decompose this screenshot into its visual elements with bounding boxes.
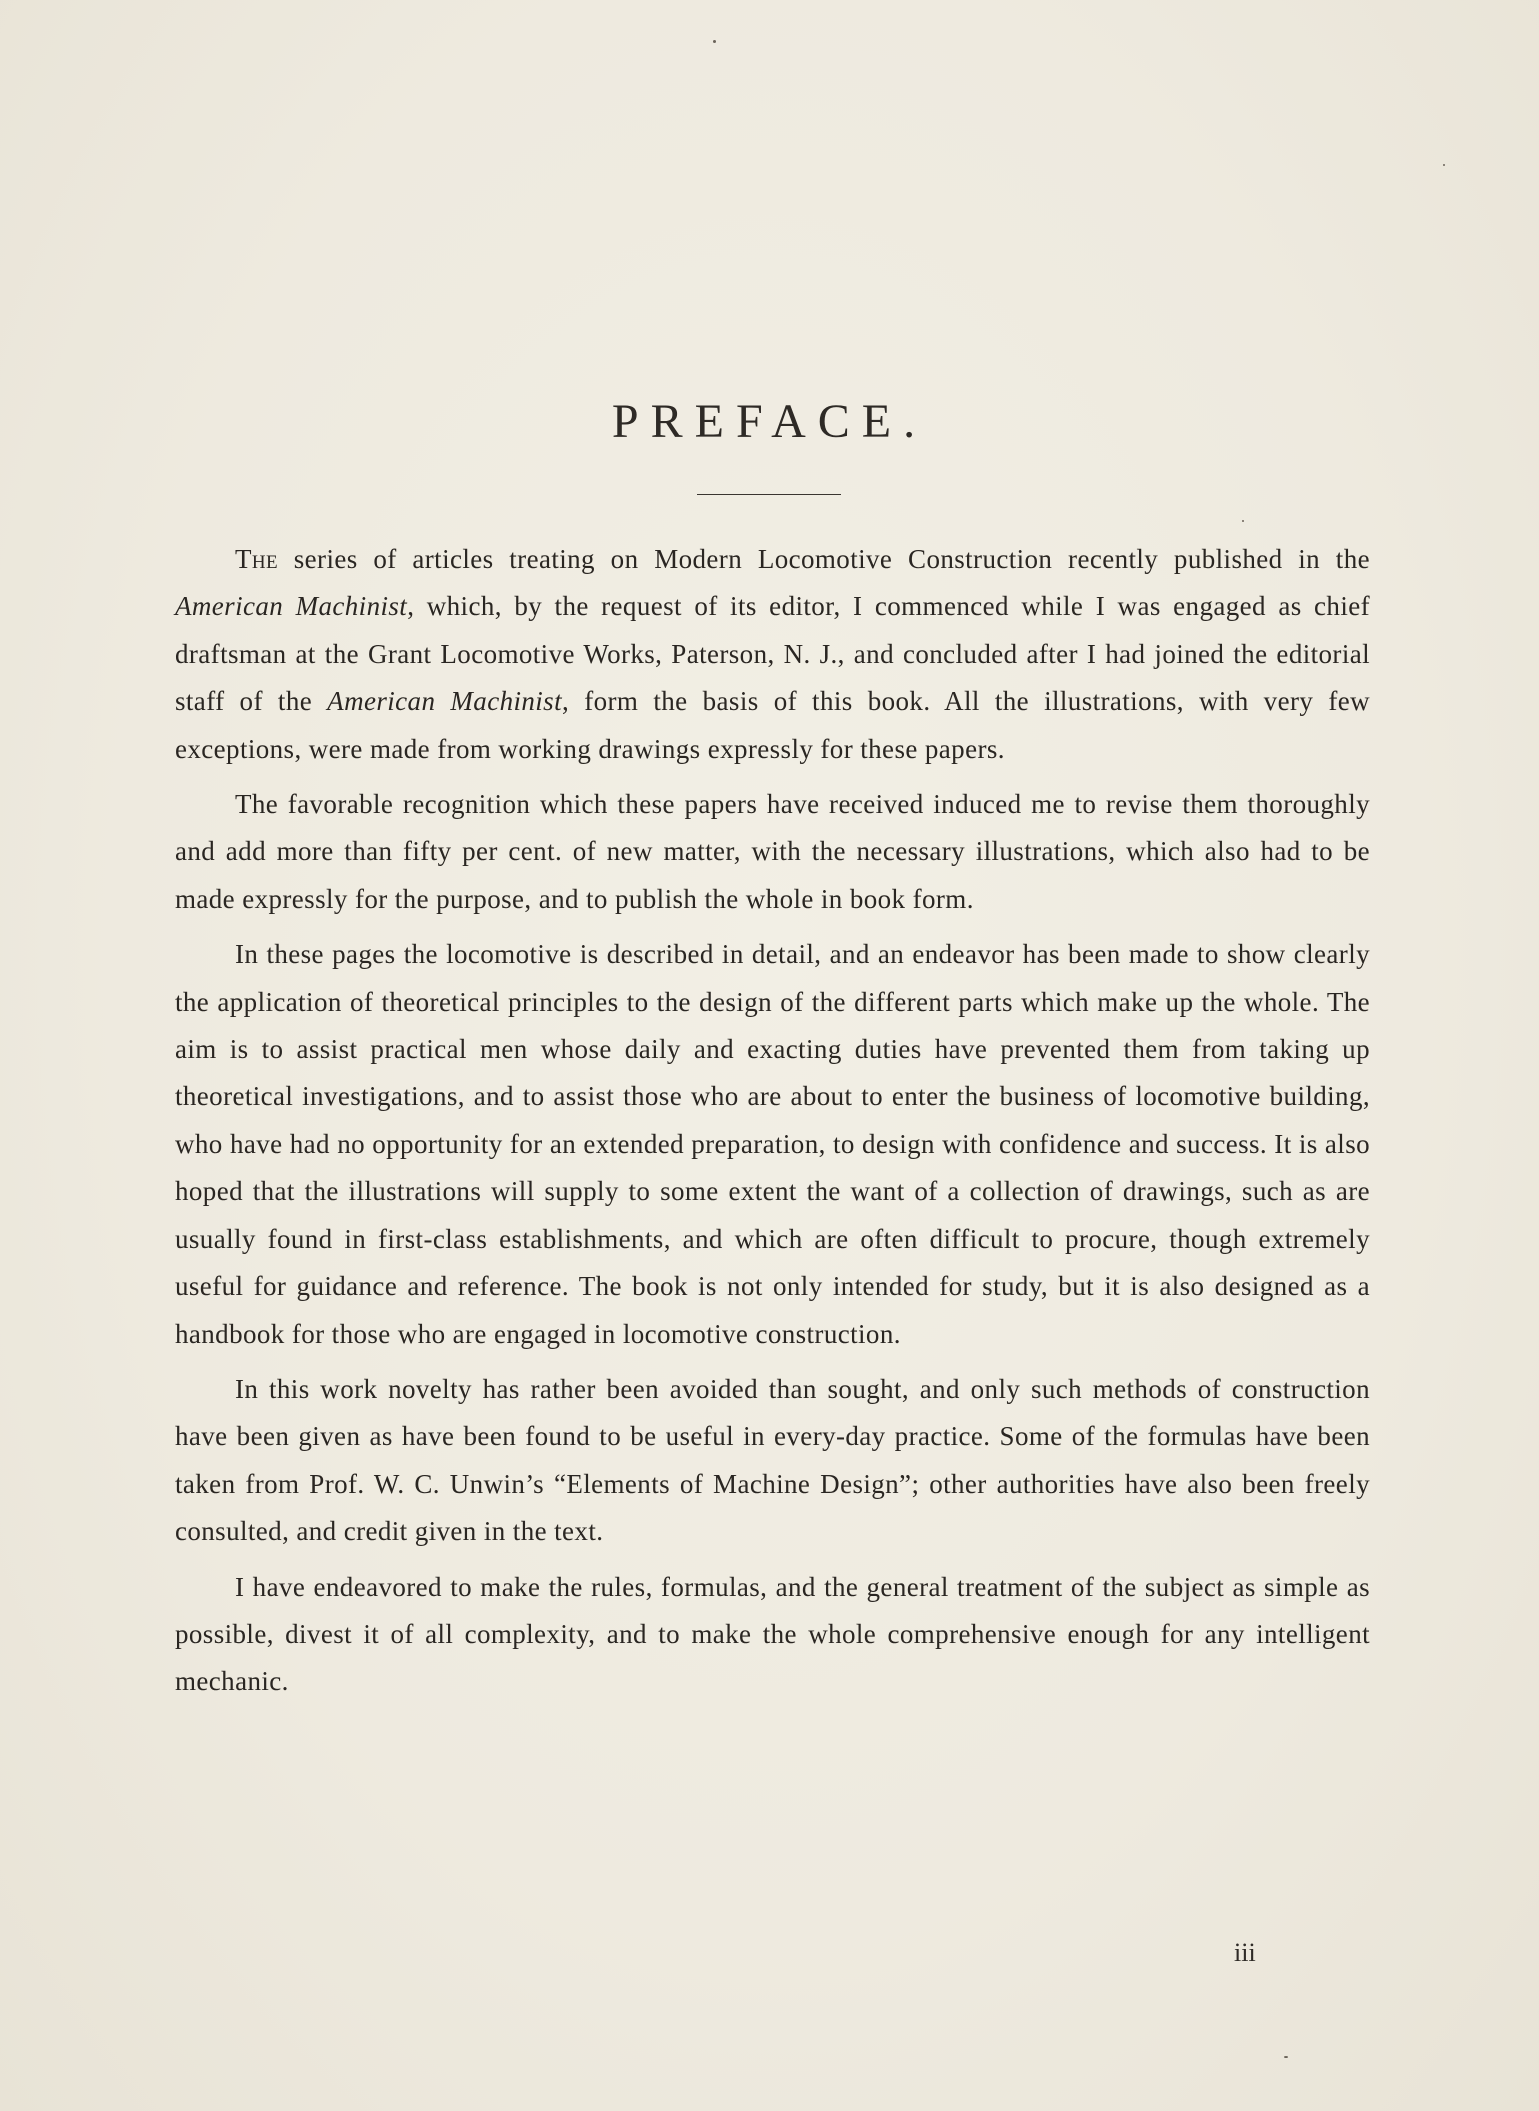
paragraph-3-text: In these pages the locomotive is described in detail, and an endeavor has been made to show clearly the application of theoretical principles to the design of the different parts which make up the whole. The aim is to assist practical men whose daily and exacting duties have prevented them from taking up theoretical investigations, and to assist those who are about to enter the business of locomotive building, who have had no opportunity for an extended preparation, to design with confidence and success. It is also hoped that the illustrations will supply to some extent the want of a collection of drawings, such as are usually found in first-class establishments, and which are often difficult to procure, though extremely useful for guidance and reference. The book is not only intended for study, but it is also designed as a handbook for those who are engaged in locomotive construction.: [175, 939, 1370, 1349]
paragraph-1-segment-1: series of articles treating on Modern Locomotive Construction recently published in the: [278, 544, 1370, 574]
page-title: PREFACE.: [611, 395, 928, 448]
paper-speck: [1242, 520, 1244, 522]
paragraph-3: [175, 931, 1370, 1358]
paper-speck: [1443, 164, 1445, 166]
paragraph-2: [175, 781, 1370, 923]
page-number: iii: [1234, 1938, 1256, 1967]
paragraph-1-italic-title-2: American Machinist: [327, 686, 562, 717]
paragraph-2-text: The favorable recognition which these papers have received induced me to revise them thoroughly and add more than fifty per cent. of new matter, with the necessary illustrations, which also had to be made expressly for the purpose, and to publish the whole in book form.: [175, 789, 1370, 914]
paragraph-1-segment-3: , which, by the request of its editor, I commenced while I was engaged as chief draftsman at the Grant Locomotive Works, Paterson, N. J., and concluded after I had joined the editorial staff of the: [175, 591, 1371, 717]
paragraph-5-text: I have endeavored to make the rules, formulas, and the general treatment of the subject as simple as possible, divest it of all complexity, and to make the whole comprehensive enough for any intelligent mechanic.: [175, 1571, 1370, 1697]
paragraph-4: [175, 1366, 1370, 1556]
title-divider: [697, 494, 841, 495]
paragraph-1: [175, 536, 1370, 773]
paper-speck: [713, 40, 716, 43]
paragraph-1-segment-5: , form the basis of this book. All the illustrations, with very few exceptions, were made from working drawings expressly for these papers.: [175, 686, 1370, 764]
paragraph-1-first-word: The: [235, 544, 279, 574]
paragraph-1-italic-title-1: American Machinist: [175, 591, 408, 622]
paper-speck: [1284, 2056, 1288, 2058]
preface-body: [175, 536, 1370, 1714]
paragraph-4-text: In this work novelty has rather been avoided than sought, and only such methods of construction have been given as have been found to be useful in every-day practice. Some of the formulas have been taken from Prof. W. C. Unwin’s “Elements of Machine Design”; other authorities have also been freely consulted, and credit given in the text.: [175, 1373, 1370, 1547]
paragraph-5: [175, 1564, 1370, 1706]
